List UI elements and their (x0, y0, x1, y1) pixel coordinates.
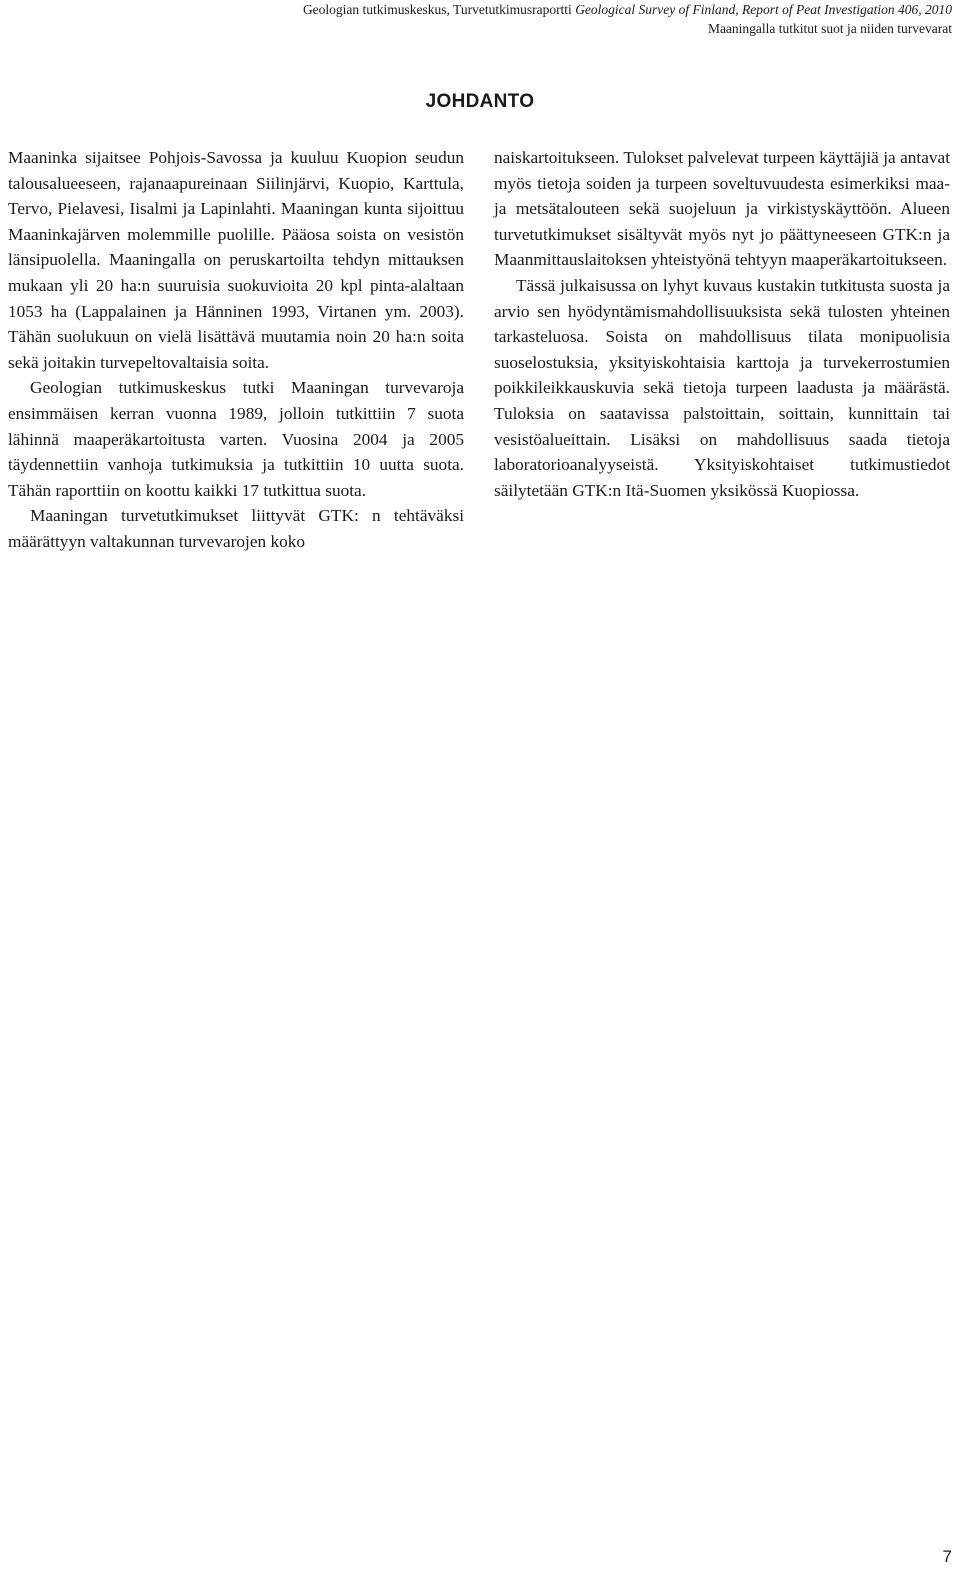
paragraph: Tässä julkaisussa on lyhyt kuvaus kustakin tutkitusta suosta ja arvio sen hyödyntämismahdollisuuksista sekä tulosten yhteinen tarkasteluosa. Soista on mahdollisuus tilata monipuolisia suoselostuksia, yksityiskohtaisia karttoja ja turvekerrostumien poikkileikkauskuvia sekä tietoja turpeen laadusta ja määrästä. Tuloksia on saatavissa palstoittain, soittain, kunnittain tai vesistöalueittain. Lisäksi on mahdollisuus saada tietoja laboratorioanalyyseistä. Yksityiskohtaiset tutkimustiedot säilytetään GTK:n Itä-Suomen yksikössä Kuopiossa. (494, 275, 950, 500)
left-column (8, 145, 464, 555)
running-head-series-fi: Geologian tutkimuskeskus, Turvetutkimusraportti (302, 2, 576, 17)
right-column (494, 145, 950, 503)
running-head-series (12, 0, 952, 19)
page-number: 7 (942, 1547, 952, 1566)
paragraph: Maaningan turvetutkimukset liittyvät GTK: n tehtäväksi määrättyyn valtakunnan turvevarojen koko (8, 506, 464, 551)
running-head-series-en: Geological Survey of Finland, Report of Peat Investigation 406, 2010 (575, 2, 952, 17)
paragraph: Maaninka sijaitsee Pohjois-Savossa ja kuuluu Kuopion seudun talousalueeseen, rajanaapureinaan Siilinjärvi, Kuopio, Karttula, Tervo, Pielavesi, Iisalmi ja Lapinlahti. Maaningan kunta sijoittuu Maaninkajärven molemmille puolille. Pääosa soista on vesistön länsipuolella. Maaningalla on peruskartoilta tehdyn mittauksen mukaan yli 20 ha:n suuruisia suokuvioita 20 kpl pinta-alaltaan 1053 ha (Lappalainen ja Hänninen 1993, Virtanen ym. 2003). Tähän suolukuun on vielä lisättävä muutamia noin 20 ha:n soita sekä joitakin turvepeltovaltaisia soita. (8, 148, 464, 372)
running-head (12, 0, 952, 38)
paragraph: naiskartoitukseen. Tulokset palvelevat turpeen käyttäjiä ja antavat myös tietoja soiden ja turpeen soveltuvuudesta esimerkiksi maa- ja metsätalouteen sekä suojeluun ja virkistyskäyttöön. Alueen turvetutkimukset sisältyvät myös nyt jo päättyneeseen GTK:n ja Maanmittauslaitoksen yhteistyönä tehtyyn maaperäkartoitukseen. (494, 148, 950, 270)
running-head-title: Maaningalla tutkitut suot ja niiden turvevarat (707, 21, 952, 36)
section-heading: JOHDANTO (425, 91, 535, 112)
paragraph: Geologian tutkimuskeskus tutki Maaningan turvevaroja ensimmäisen kerran vuonna 1989, jolloin tutkittiin 7 suota lähinnä maaperäkartoitusta varten. Vuosina 2004 ja 2005 täydennettiin vanhoja tutkimuksia ja tutkittiin 10 uutta suota. Tähän raporttiin on koottu kaikki 17 tutkittua suota. (8, 378, 464, 500)
